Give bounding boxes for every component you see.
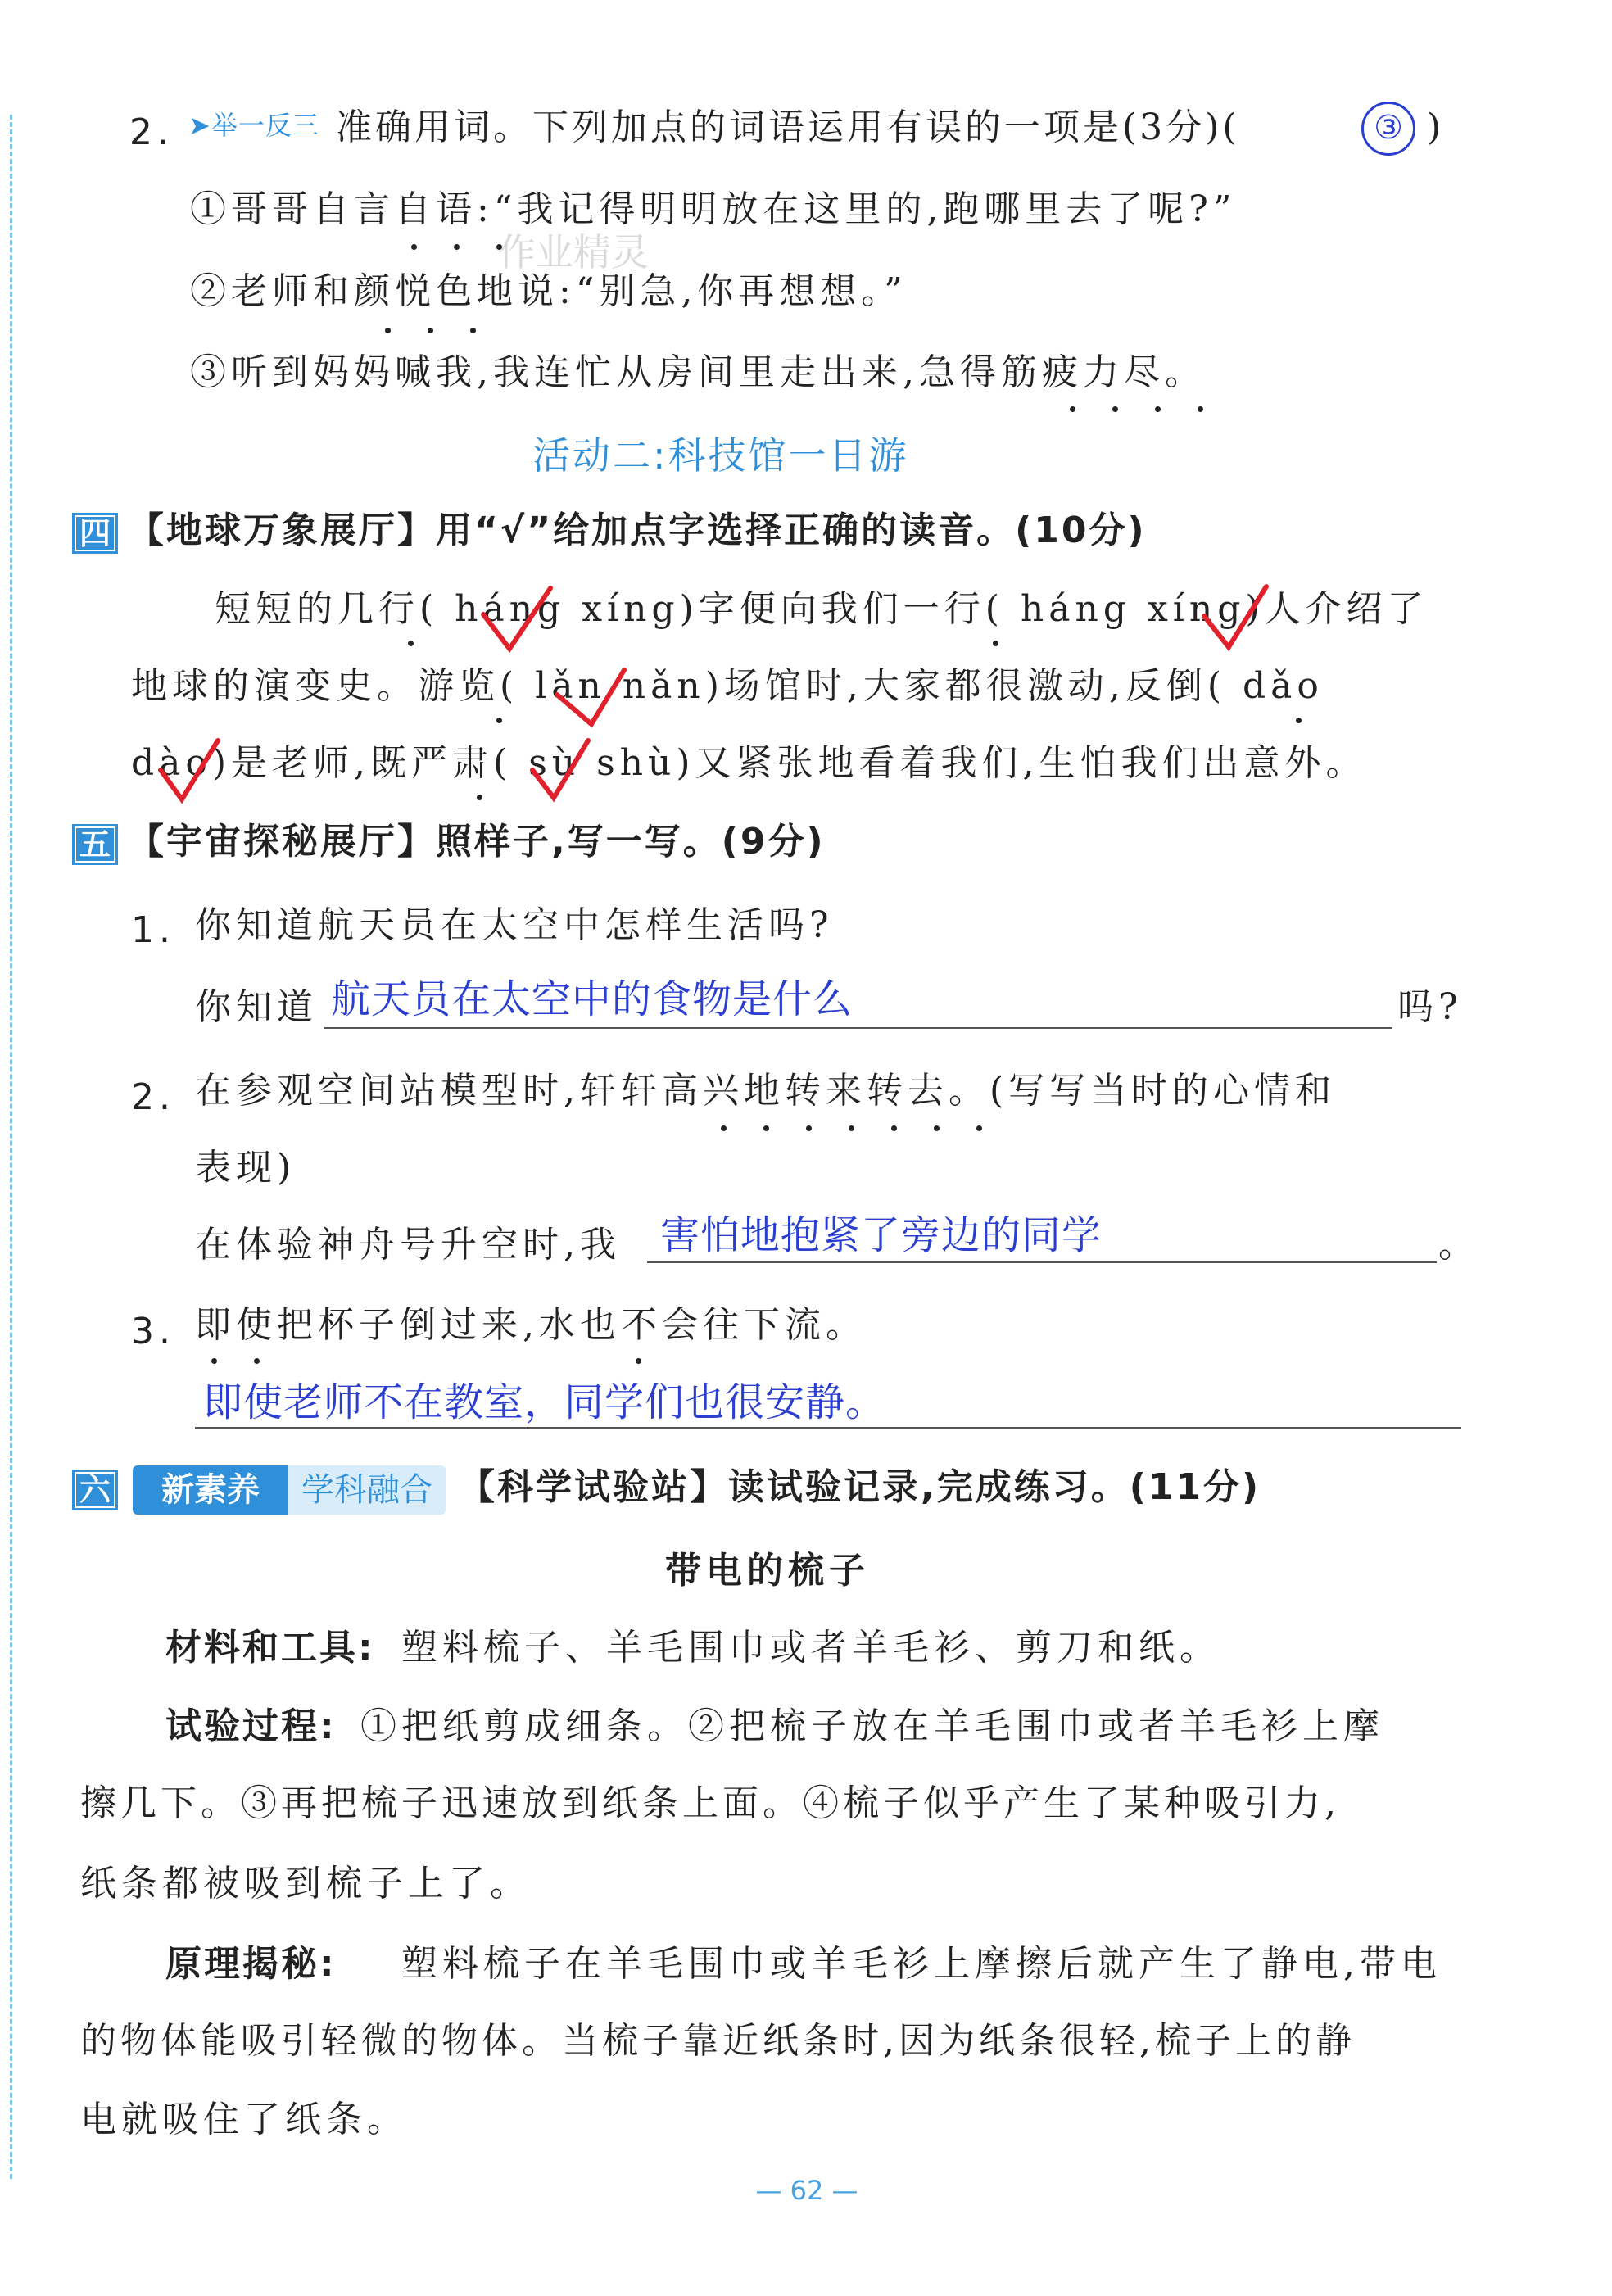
passage-title: 带电的梳子 <box>665 1550 870 1592</box>
section-5-title: 【宇宙探秘展厅】照样子,写一写。(9分) <box>128 821 826 863</box>
section-4-line-2: 地球的演变史。游览( lǎn nǎn)场馆时,大家都很激动,反倒( dǎo <box>131 665 1324 707</box>
watermark: 作业精灵 <box>498 230 649 274</box>
s5-q2-example-line-2: 表现) <box>195 1147 297 1189</box>
principle-label: 原理揭秘: <box>165 1943 337 1985</box>
section-4-line-3: dào)是老师,既严肃( sù shù)又紧张地看着我们,生怕我们出意外。 <box>131 742 1367 784</box>
process-label: 试验过程: <box>165 1705 337 1747</box>
check-mark-icon <box>557 670 624 724</box>
badge-interdisciplinary: 学科融合 <box>288 1465 446 1515</box>
q2-stem: 准确用词。下列加点的词语运用有误的一项是(3分)( <box>336 106 1240 148</box>
check-mark-icon <box>532 740 588 798</box>
section-4-title: 【地球万象展厅】用“√”给加点字选择正确的读音。(10分) <box>128 509 1147 551</box>
answer-underline <box>324 1027 1392 1029</box>
s5-q2-suffix: 。 <box>1438 1224 1479 1266</box>
q2-option-3: ③听到妈妈喊我,我连忙从房间里走出来,急得筋疲力尽。 <box>190 351 1206 393</box>
s5-q1-suffix: 吗? <box>1397 986 1463 1028</box>
s5-q2-example-line-1: 在参观空间站模型时,轩轩高兴地转来转去。(写写当时的心情和 <box>195 1070 1337 1112</box>
emphasis-dot <box>254 1358 260 1364</box>
s5-q2-number: 2. <box>131 1076 175 1118</box>
section-6-title: 【科学试验站】读试验记录,完成练习。(11分) <box>459 1466 1261 1508</box>
check-marks <box>0 0 1612 819</box>
s5-q2-prefix: 在体验神舟号升空时,我 <box>195 1224 621 1266</box>
page-number: — 62 — <box>755 2175 858 2206</box>
section-5-number: 五 <box>72 824 118 865</box>
s5-q1-answer: 航天员在太空中的食物是什么 <box>331 976 854 1022</box>
s5-q3-number: 3. <box>131 1311 175 1352</box>
materials-label: 材料和工具: <box>165 1627 375 1669</box>
emphasis-dot <box>211 1358 217 1364</box>
section-4-number: 四 <box>72 513 118 554</box>
s5-q1-prefix: 你知道 <box>195 986 318 1028</box>
emphasis-dot <box>806 1125 812 1131</box>
s5-q1-number: 1. <box>131 909 175 951</box>
s5-q1-example: 你知道航天员在太空中怎样生活吗? <box>195 904 834 946</box>
answer-underline <box>195 1427 1461 1429</box>
emphasis-dot <box>891 1125 897 1131</box>
badge-new-literacy: 新素养 <box>133 1465 288 1515</box>
emphasis-dot <box>849 1125 854 1131</box>
principle-line-2: 的物体能吸引轻微的物体。当梳子靠近纸条时,因为纸条很轻,梳子上的静 <box>80 2020 1356 2062</box>
emphasis-dot <box>976 1125 982 1131</box>
q2-tag: ➤举一反三 <box>188 110 319 141</box>
emphasis-dot <box>763 1125 769 1131</box>
s5-q3-example: 即使把杯子倒过来,水也不会往下流。 <box>195 1304 867 1346</box>
principle-line-1: 塑料梳子在羊毛围巾或羊毛衫上摩擦后就产生了静电,带电 <box>401 1943 1442 1985</box>
check-mark-icon <box>483 588 550 649</box>
q2-close-paren: ) <box>1427 106 1447 148</box>
activity-title: 活动二:科技馆一日游 <box>532 433 909 478</box>
q2-option-1: ①哥哥自言自语:“我记得明明放在这里的,跑哪里去了呢?” <box>190 188 1237 230</box>
s5-q2-answer: 害怕地抱紧了旁边的同学 <box>660 1212 1103 1258</box>
principle-line-3: 电就吸住了纸条。 <box>80 2099 408 2140</box>
process-line-3: 纸条都被吸到梳子上了。 <box>80 1863 531 1904</box>
q2-number: 2. <box>129 111 174 153</box>
materials-text: 塑料梳子、羊毛围巾或者羊毛衫、剪刀和纸。 <box>401 1627 1220 1669</box>
q2-option-2: ②老师和颜悦色地说:“别急,你再想想。” <box>190 270 908 312</box>
check-mark-icon <box>1204 586 1266 647</box>
check-mark-icon <box>161 740 218 799</box>
process-line-2: 擦几下。③再把梳子迅速放到纸条上面。④梳子似乎产生了某种吸引力, <box>80 1782 1340 1824</box>
emphasis-dot <box>721 1125 727 1131</box>
q2-answer: ③ <box>1361 102 1415 156</box>
answer-underline <box>647 1261 1437 1263</box>
emphasis-dot <box>934 1125 940 1131</box>
section-4-line-1: 短短的几行( háng xíng)字便向我们一行( háng xíng)人介绍了 <box>215 588 1429 630</box>
emphasis-dot <box>636 1358 641 1364</box>
section-6-number: 六 <box>72 1470 118 1510</box>
process-line-1: ①把纸剪成细条。②把梳子放在羊毛围巾或者羊毛衫上摩 <box>360 1705 1384 1747</box>
s5-q3-answer: 即使老师不在教室，同学们也很安静。 <box>203 1379 886 1425</box>
